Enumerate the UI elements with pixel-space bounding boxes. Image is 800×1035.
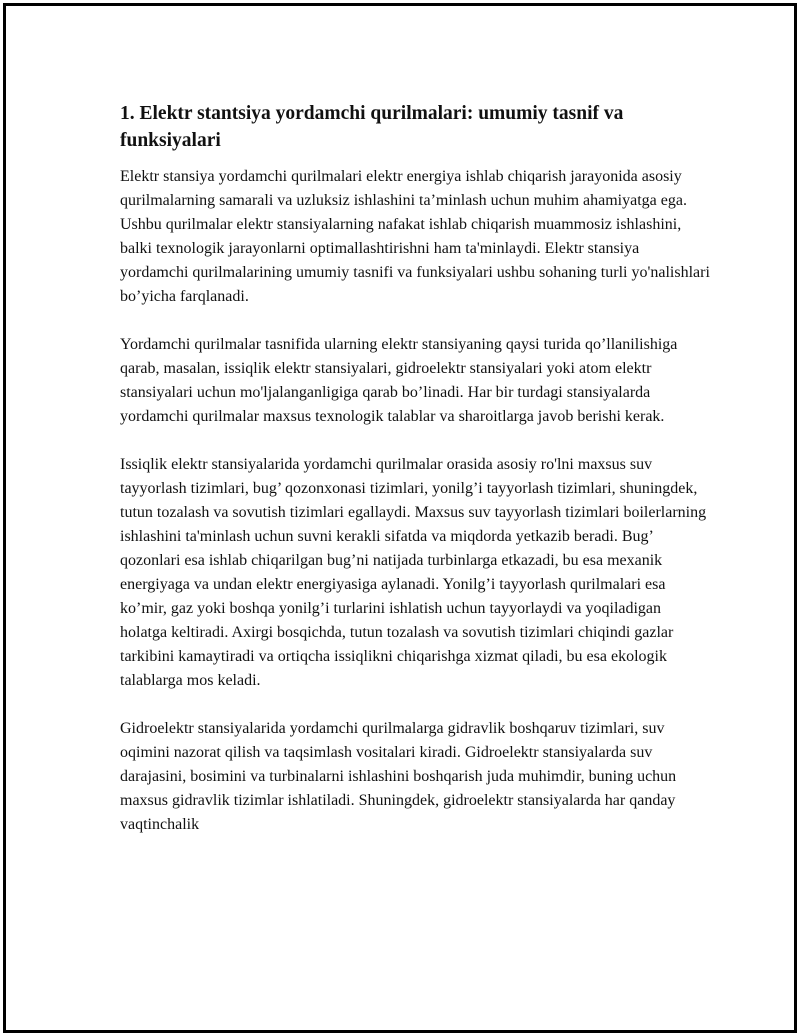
- page-frame: [3, 3, 797, 1033]
- paragraph-1: Elektr stansiya yordamchi qurilmalari elektr energiya ishlab chiqarish jarayonida asosiy qurilmalarning samarali va uzluksiz ishlashini ta’minlash uchun muhim ahamiyatga ega. Ushbu qurilmalar elektr stansiyalarning nafakat ishlab chiqarish muammosiz ishlashini, balki texnologik jarayonlarni optimallashtirishni ham ta'minlaydi. Elektr stansiya yordamchi qurilmalarining umumiy tasnifi va funksiyalari ushbu sohaning turli yo'nalishlari bo’yicha farqlanadi.: [120, 168, 710, 305]
- paragraph-4: Gidroelektr stansiyalarida yordamchi qurilmalarga gidravlik boshqaruv tizimlari, suv oqimini nazorat qilish va taqsimlash vositalari kiradi. Gidroelektr stansiyalarda suv darajasini, bosimini va turbinalarni ishlashini boshqarish juda muhimdir, buning uchun maxsus gidravlik tizimlar ishlatiladi. Shuningdek, gidroelektr stansiyalarda har qanday vaqtinchalik: [120, 720, 677, 833]
- section-heading: 1. Elektr stantsiya yordamchi qurilmalari: umumiy tasnif va funksiyalari: [120, 103, 624, 151]
- paragraph-2: Yordamchi qurilmalar tasnifida ularning elektr stansiyaning qaysi turida qo’llanilishiga qarab, masalan, issiqlik elektr stansiyalari, gidroelektr stansiyalari yoki atom elektr stansiyalari uchun mo'ljalanganligiga qarab bo’linadi. Har bir turdagi stansiyalarda yordamchi qurilmalar maxsus texnologik talablar va sharoitlarga javob berishi kerak.: [120, 336, 678, 425]
- document-body: [120, 100, 710, 861]
- paragraph-3: Issiqlik elektr stansiyalarida yordamchi qurilmalar orasida asosiy ro'lni maxsus suv tayyorlash tizimlari, bug’ qozonxonasi tizimlari, yonilg’i tayyorlash tizimlari, shuningdek, tutun tozalash va sovutish tizimlari egallaydi. Maxsus suv tayyorlash tizimlari boilerlarning ishlashini ta'minlash uchun suvni kerakli sifatda va miqdorda yetkazib beradi. Bug’ qozonlari esa ishlab chiqarilgan bug’ni natijada turbinlarga etkazadi, bu esa mexanik energiyaga va undan elektr energiyasiga aylanadi. Yonilg’i tayyorlash qurilmalari esa ko’mir, gaz yoki boshqa yonilg’i turlarini ishlatish uchun tayyorlaydi va yoqiladigan holatga keltiradi. Axirgi bosqichda, tutun tozalash va sovutish tizimlari chiqindi gazlar tarkibini kamaytiradi va ortiqcha issiqlikni chiqarishga xizmat qiladi, bu esa ekologik talablarga mos keladi.: [120, 456, 707, 689]
